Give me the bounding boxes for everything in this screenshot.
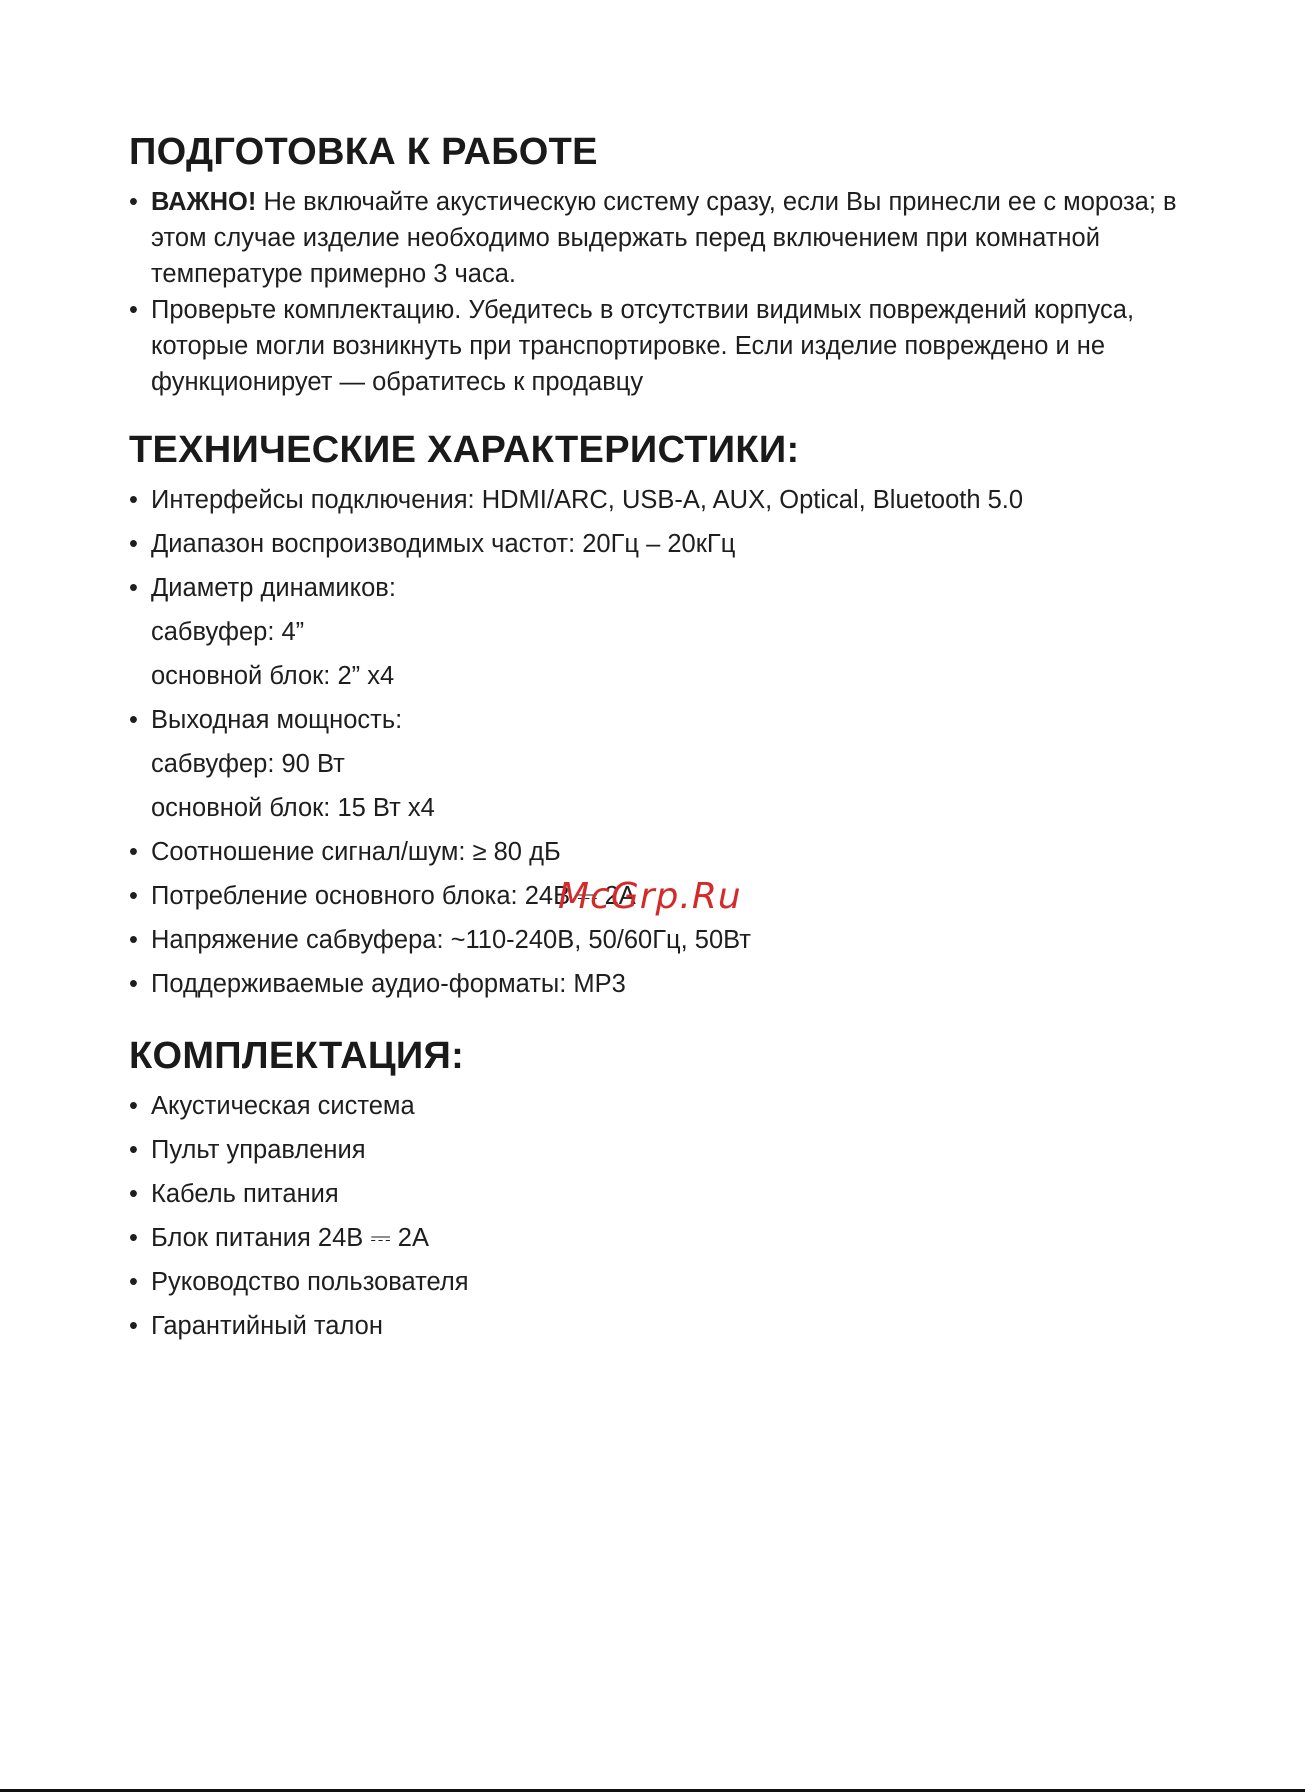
section-title-package: КОМПЛЕКТАЦИЯ: xyxy=(129,1035,465,1077)
package-item-text: Руководство пользователя xyxy=(151,1268,469,1296)
bullet: • xyxy=(129,188,138,216)
bullet: • xyxy=(129,838,138,866)
list-item-important xyxy=(129,184,1179,292)
package-item xyxy=(129,1304,1179,1348)
package-item-text: Акустическая система xyxy=(151,1092,415,1120)
package-item xyxy=(129,1172,1179,1216)
package-item xyxy=(129,1260,1179,1304)
bullet: • xyxy=(129,1136,138,1164)
bullet: • xyxy=(129,706,138,734)
spec-power-text: Выходная мощность: xyxy=(151,706,403,734)
bullet: • xyxy=(129,1312,138,1340)
spec-interfaces xyxy=(129,478,1179,522)
spec-snr-text: Соотношение сигнал/шум: ≥ 80 дБ xyxy=(151,838,561,866)
spec-diameter-subwoofer: сабвуфер: 4” xyxy=(151,618,305,646)
spec-diameter-main: основной блок: 2” x4 xyxy=(151,662,395,690)
package-item xyxy=(129,1084,1179,1128)
package-item-text: Пульт управления xyxy=(151,1136,366,1164)
bullet: • xyxy=(129,882,138,910)
package-item-text: Гарантийный талон xyxy=(151,1312,383,1340)
bullet: • xyxy=(129,296,138,324)
bullet: • xyxy=(129,530,138,558)
bullet: • xyxy=(129,1180,138,1208)
bullet: • xyxy=(129,1092,138,1120)
spec-frequency xyxy=(129,522,1179,566)
section-title-preparation: ПОДГОТОВКА К РАБОТЕ xyxy=(129,131,598,173)
package-item-text: Кабель питания xyxy=(151,1180,339,1208)
important-label: ВАЖНО! xyxy=(151,188,257,216)
bullet: • xyxy=(129,1224,138,1252)
spec-power-main: основной блок: 15 Вт x4 xyxy=(151,794,435,822)
spec-interfaces-text: Интерфейсы подключения: HDMI/ARC, USB-A, AUX, Optical, Bluetooth 5.0 xyxy=(151,486,1024,514)
section-specifications xyxy=(129,428,1179,1006)
spec-power-subwoofer: сабвуфер: 90 Вт xyxy=(151,750,345,778)
spec-frequency-text: Диапазон воспроизводимых частот: 20Гц – 20кГц xyxy=(151,530,736,558)
spec-snr xyxy=(129,830,1179,874)
section-title-specifications: ТЕХНИЧЕСКИЕ ХАРАКТЕРИСТИКИ: xyxy=(129,429,800,471)
spec-formats xyxy=(129,962,1179,1006)
spec-diameter xyxy=(129,566,1179,610)
list-item-check-package xyxy=(129,292,1179,400)
bullet: • xyxy=(129,926,138,954)
spec-sub-voltage-text: Напряжение сабвуфера: ~110-240В, 50/60Гц, 50Вт xyxy=(151,926,751,954)
spec-power xyxy=(129,698,1179,742)
watermark: McGrp.Ru xyxy=(558,876,742,917)
spec-formats-text: Поддерживаемые аудио-форматы: MP3 xyxy=(151,970,626,998)
document-page xyxy=(129,130,1179,1348)
bullet: • xyxy=(129,574,138,602)
bullet: • xyxy=(129,486,138,514)
section-preparation xyxy=(129,130,1179,400)
spec-diameter-text: Диаметр динамиков: xyxy=(151,574,396,602)
bullet: • xyxy=(129,970,138,998)
section-package xyxy=(129,1034,1179,1348)
spec-sub-voltage xyxy=(129,918,1179,962)
important-text: Не включайте акустическую систему сразу, если Вы принесли ее с мороза; в этом случае изделие необходимо выдержать перед включением при комнатной температуре примерно 3 часа. xyxy=(151,188,1177,288)
package-item xyxy=(129,1128,1179,1172)
check-package-text: Проверьте комплектацию. Убедитесь в отсутствии видимых повреждений корпуса, которые могли возникнуть при транспортировке. Если изделие повреждено и не функционирует — обратитесь к продавцу xyxy=(151,296,1135,396)
spec-consumption-text: Потребление основного блока: 24В ⎓ 2А xyxy=(151,882,636,910)
bullet: • xyxy=(129,1268,138,1296)
package-item-text: Блок питания 24В ⎓ 2А xyxy=(151,1224,429,1252)
package-item xyxy=(129,1216,1179,1260)
